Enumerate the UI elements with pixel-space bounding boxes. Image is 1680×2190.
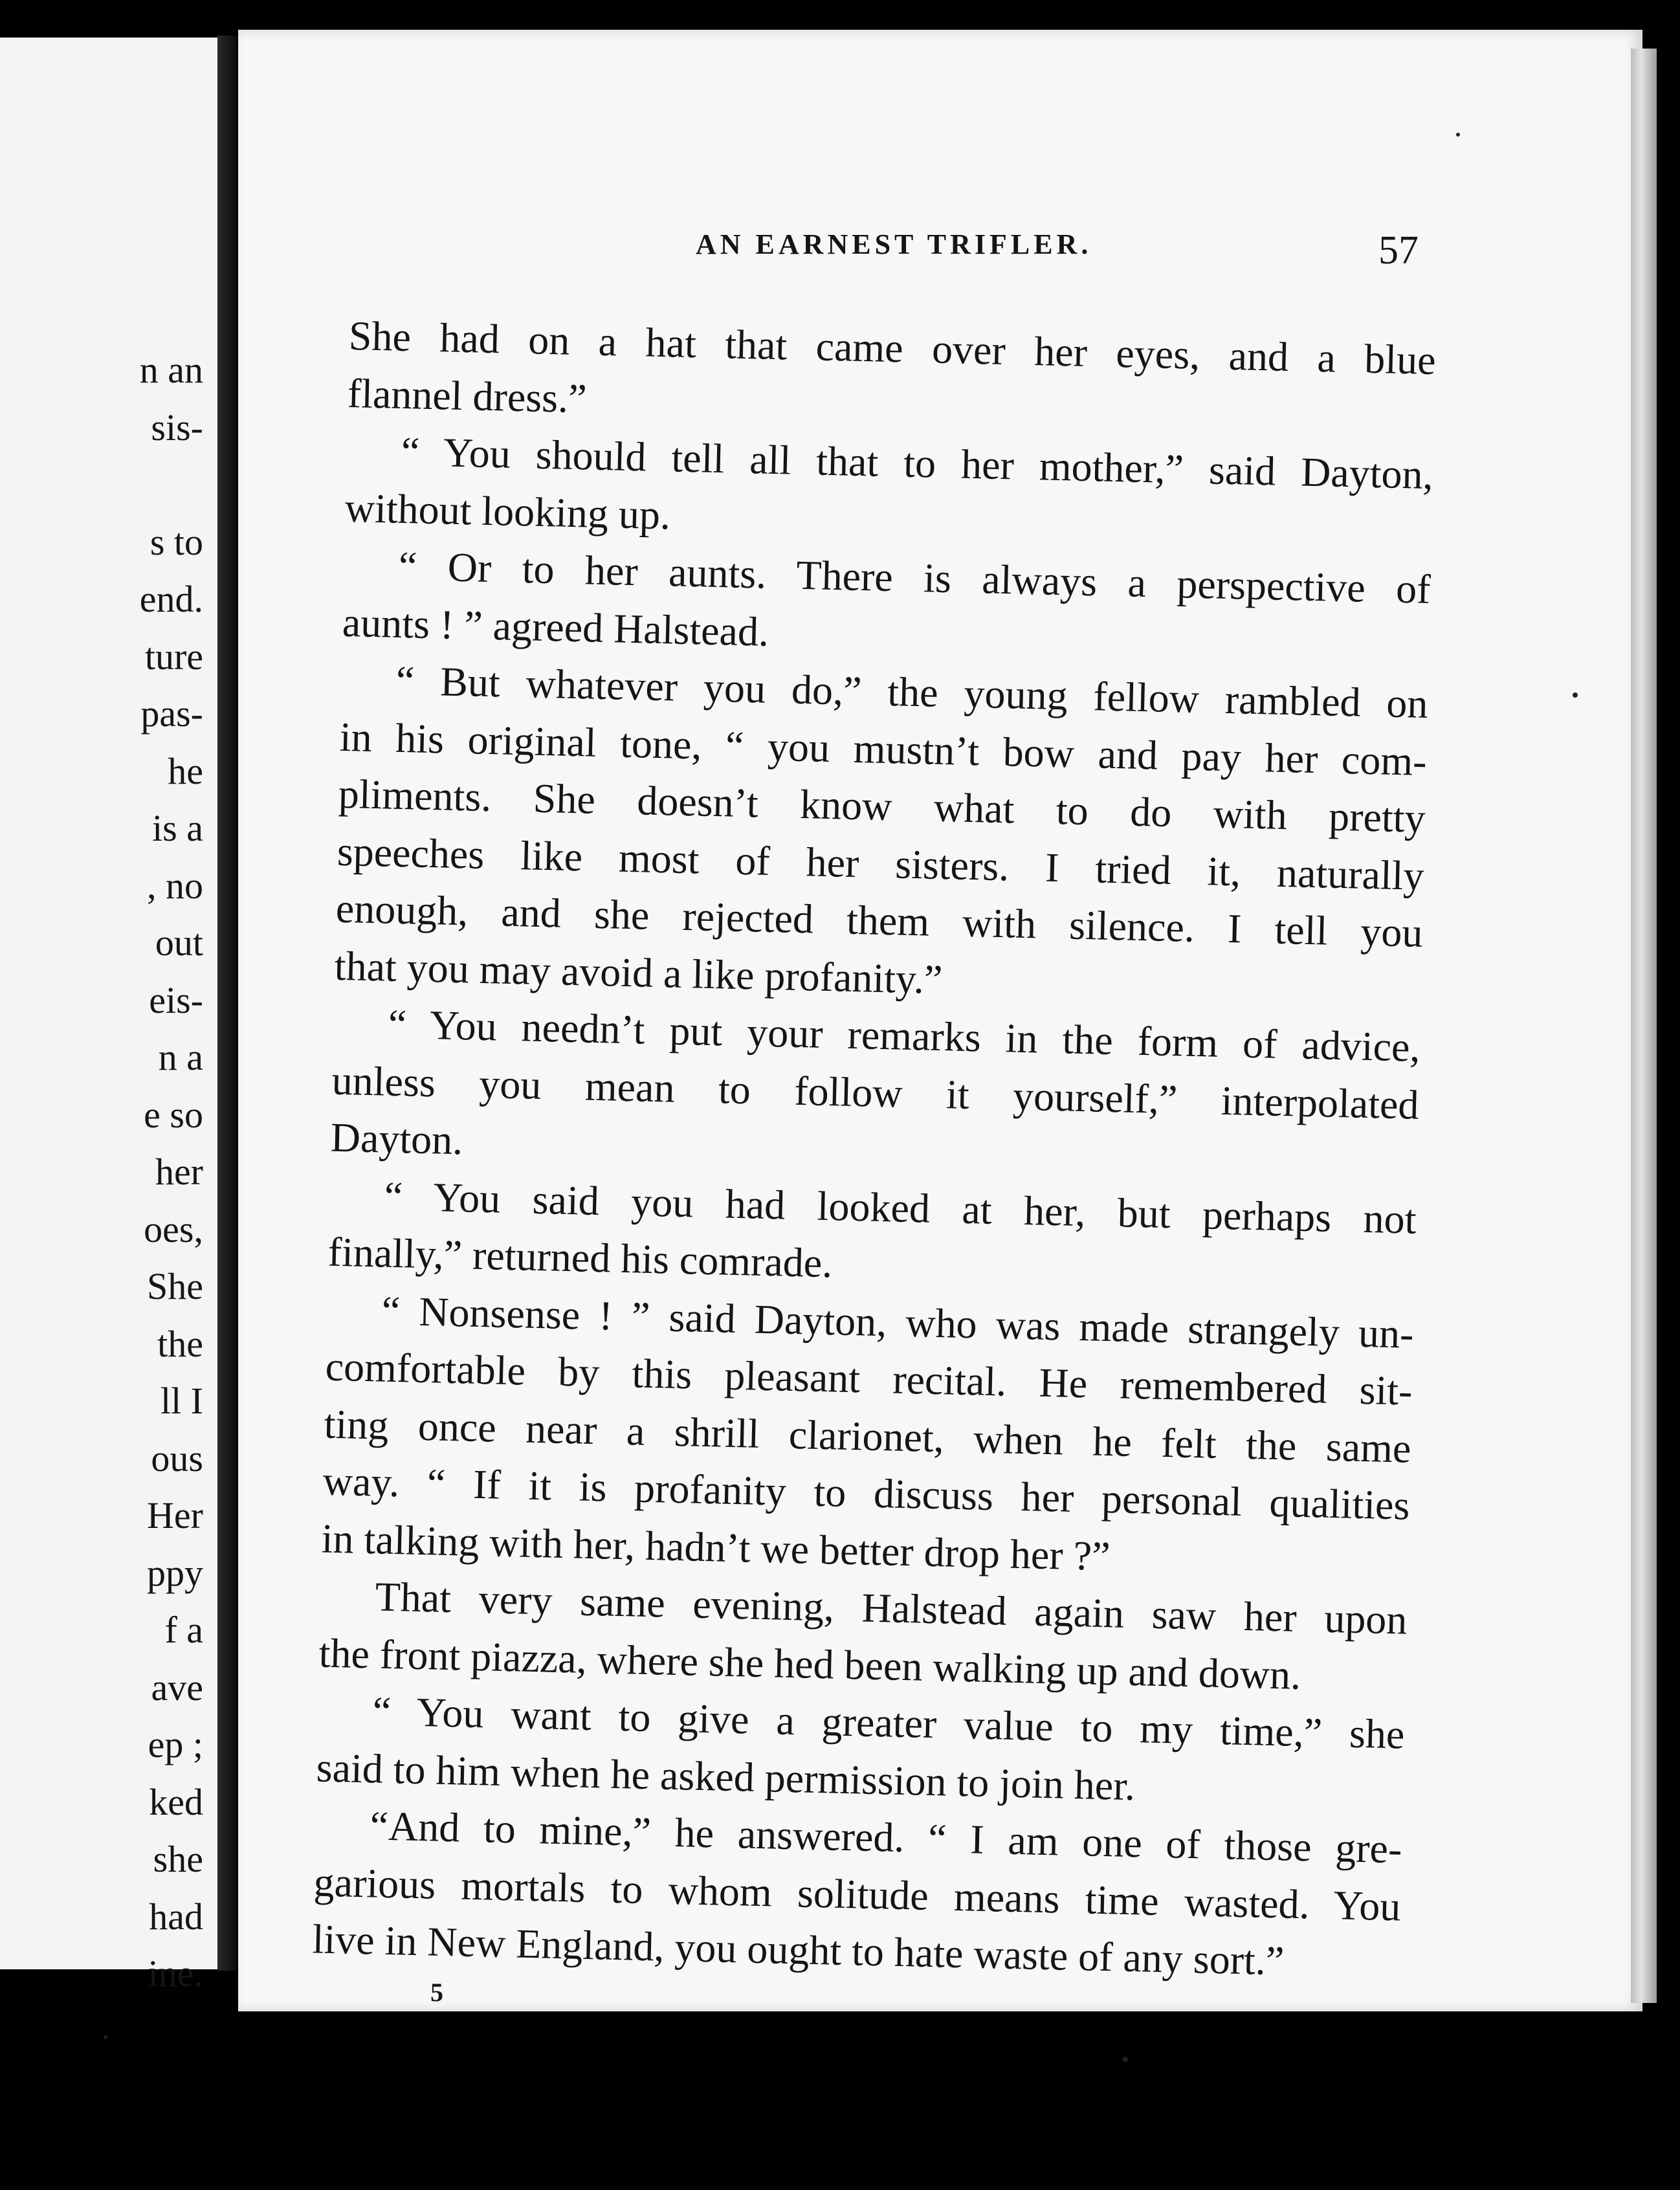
left-page-line: out <box>155 922 203 964</box>
left-page-line: ine. <box>148 1952 203 1995</box>
page-number: 57 <box>1378 228 1419 272</box>
left-page-line: ep ; <box>148 1723 203 1765</box>
left-page-line: She <box>147 1265 203 1307</box>
book-gutter <box>217 36 237 1971</box>
left-page-line: f a <box>164 1609 203 1651</box>
text-line: “ You needn’t put your remarks in the form of advice, <box>388 1001 1421 1070</box>
left-page-line: ppy <box>147 1551 203 1594</box>
text-line: pliments. She doesn’t know what to do with pretty <box>338 770 1426 841</box>
left-page-line: oes, <box>144 1208 203 1250</box>
text-line: in his original tone, “ you mustn’t bow and pay her com- <box>339 713 1428 784</box>
left-page-line: her <box>155 1151 203 1193</box>
text-line: unless you mean to follow it yourself,” interpolated <box>331 1057 1420 1128</box>
text-line: way. “ If it is profanity to discuss her personal qualities <box>322 1457 1411 1529</box>
text-line: She had on a hat that came over her eyes, and a blue <box>348 312 1437 384</box>
left-page-line: Her <box>147 1494 203 1536</box>
text-line: “ You said you had looked at her, but perhaps not <box>384 1173 1417 1243</box>
text-line: comfortable by this pleasant recital. He remembered sit- <box>325 1343 1413 1414</box>
page-edges <box>1631 49 1657 2003</box>
left-page-line: the <box>157 1322 203 1365</box>
left-page-line: n a <box>158 1036 203 1078</box>
dust-speck <box>1456 133 1460 137</box>
left-page-text <box>140 342 203 2003</box>
left-page-line: end. <box>139 578 203 620</box>
left-page-line: she <box>153 1838 203 1880</box>
text-line: without looking up. <box>344 484 671 538</box>
text-line: “ Nonsense ! ” said Dayton, who was made strangely un- <box>381 1287 1415 1357</box>
left-page-line: , no <box>147 864 203 907</box>
text-line: speeches like most of her sisters. I tried it, naturally <box>337 828 1425 899</box>
dust-speck <box>1573 692 1578 698</box>
body-text <box>312 307 1437 1993</box>
text-line: “ You want to give a greater value to my time,” she <box>371 1688 1406 1758</box>
running-head: AN EARNEST TRIFLER. <box>696 228 1092 260</box>
left-page-line: ked <box>149 1780 203 1823</box>
text-line: finally,” returned his comrade. <box>327 1228 834 1287</box>
text-line: “ But whatever you do,” the young fellow rambled on <box>395 657 1429 727</box>
text-line: aunts ! ” agreed Halstead. <box>342 599 769 655</box>
left-page-line <box>140 456 203 514</box>
left-page-line: ll I <box>160 1380 203 1422</box>
left-page-line: had <box>149 1895 203 1938</box>
left-page-line: ave <box>151 1666 203 1709</box>
left-page-line: ture <box>144 635 203 678</box>
left-page-line: eis- <box>149 979 203 1021</box>
left-page-line: n an <box>139 349 203 391</box>
text-line: flannel dress.” <box>347 370 588 421</box>
left-page-line: he <box>168 749 203 792</box>
left-page-line: e so <box>144 1093 203 1136</box>
left-page <box>0 38 217 1995</box>
text-line: in talking with her, hadn’t we better drop her ?” <box>321 1515 1111 1579</box>
text-line: “ Or to her aunts. There is always a perspective of <box>398 542 1431 613</box>
text-line: enough, and she rejected them with silence. I tell you <box>335 885 1424 956</box>
text-line: Dayton. <box>330 1114 464 1164</box>
text-line: That very same evening, Halstead again saw her upon <box>375 1573 1408 1643</box>
left-page-line: is a <box>152 807 203 849</box>
dust-speck <box>104 2035 107 2039</box>
left-page-line: sis- <box>151 406 203 448</box>
left-page-line: ous <box>151 1437 203 1479</box>
text-line: said to him when he asked permission to join her. <box>316 1743 1136 1809</box>
text-line: that you may avoid a like profanity.” <box>334 942 944 1002</box>
text-line: garious mortals to whom solitude means time wasted. You <box>313 1858 1402 1929</box>
dust-speck <box>1123 2057 1128 2062</box>
left-page-line: pas- <box>140 692 203 735</box>
text-line: live in New England, you ought to hate waste of any sort.” <box>311 1916 1285 1984</box>
signature-mark: 5 <box>430 1978 443 2007</box>
text-line: the front piazza, where she hed been walking up and down. <box>318 1629 1301 1698</box>
left-page-line: s to <box>149 520 203 563</box>
text-line: “ You should tell all that to her mother,” said Dayton, <box>401 428 1434 498</box>
text-line: “And to mine,” he answered. “ I am one of those gre- <box>369 1802 1403 1872</box>
text-line: ting once near a shrill clarionet, when he felt the same <box>324 1400 1412 1472</box>
